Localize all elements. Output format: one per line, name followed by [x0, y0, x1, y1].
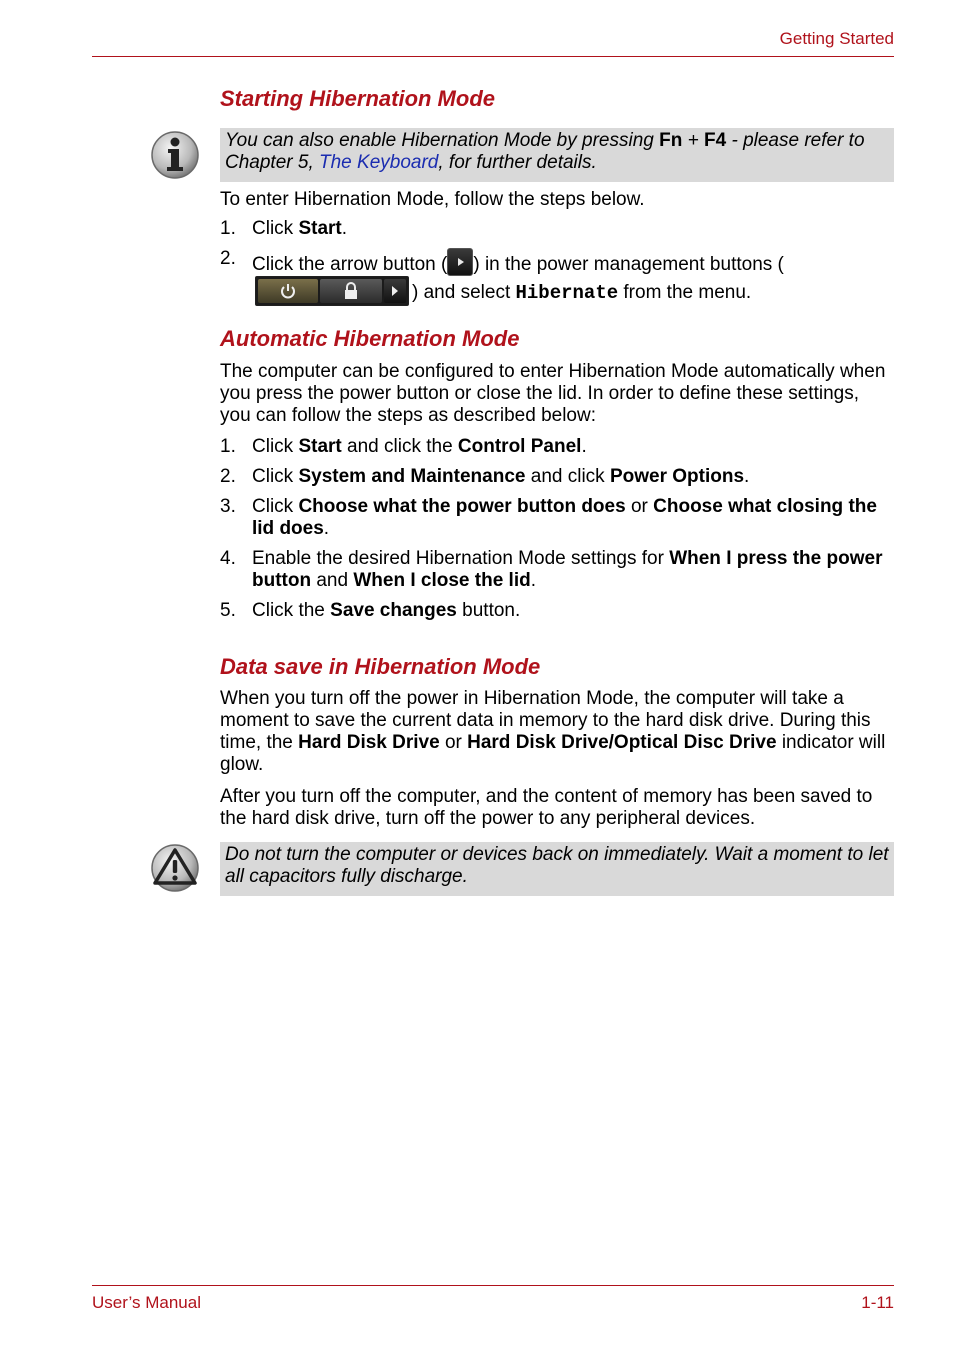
caution-box: [220, 842, 894, 896]
page-number: 1-11: [861, 1293, 894, 1312]
step-bold: Choose what closing the lid does: [252, 496, 877, 539]
step-bold: Choose what the power button does: [298, 496, 626, 517]
para-text: When you turn off the power in Hibernation Mode, the computer will take a moment to save the current data in memory to the hard disk drive. During this time, the: [220, 688, 871, 753]
section-title-starting: Starting Hibernation Mode: [220, 86, 495, 111]
step-bold: Save changes: [330, 600, 457, 621]
key-f4: F4: [704, 130, 727, 151]
arrow-button-icon: [447, 248, 473, 276]
step-bold: When I close the lid: [353, 570, 531, 591]
list-item: [220, 548, 894, 592]
step-text-mid2: ) and select: [412, 282, 516, 303]
hdd-odd-label: Hard Disk Drive/Optical Disc Drive: [467, 732, 777, 753]
step-text: Click: [252, 466, 299, 487]
datasave-paragraph-2: After you turn off the computer, and the content of memory has been saved to the hard disk drive, turn off the power to any peripheral devices.: [220, 786, 873, 829]
step-text: Enable the desired Hibernation Mode settings for: [252, 548, 670, 569]
step-number: 2.: [220, 248, 236, 269]
para-text: indicator will glow.: [220, 732, 886, 775]
automatic-intro: The computer can be configured to enter Hibernation Mode automatically when you press the power button or close the lid. In order to define these settings, you can follow the steps as described below:: [220, 361, 886, 426]
step-number: 2.: [220, 466, 236, 487]
note-plus: +: [682, 130, 704, 151]
manual-title: User’s Manual: [92, 1293, 201, 1312]
step-text-end: from the menu.: [618, 282, 752, 303]
step-number: 4.: [220, 548, 236, 569]
section-title-datasave: Data save in Hibernation Mode: [220, 654, 541, 679]
step-bold: System and Maintenance: [298, 466, 526, 487]
note-text-2: - please refer to Chapter 5,: [225, 130, 865, 173]
starting-intro: To enter Hibernation Mode, follow the steps below.: [220, 189, 645, 210]
list-item: [220, 436, 894, 458]
step-bold: Start: [298, 436, 342, 457]
list-item: [220, 218, 894, 240]
arrow-icon: [384, 279, 406, 303]
step-text: .: [323, 518, 330, 539]
step-text: .: [530, 570, 536, 591]
footer-rule: [92, 1285, 894, 1286]
step-bold: Power Options: [609, 466, 745, 487]
hibernate-command: Hibernate: [515, 282, 619, 304]
chapter-title: Getting Started: [779, 29, 894, 48]
step-number: 1.: [220, 218, 236, 239]
info-icon: [150, 130, 200, 180]
list-item: [220, 496, 894, 540]
header-rule: [92, 56, 894, 57]
lock-icon: [320, 279, 382, 303]
list-item: [220, 466, 894, 488]
starting-steps: [220, 218, 894, 306]
step-bold: When I press the power button: [252, 548, 883, 591]
running-header: [92, 28, 894, 50]
step-text: .: [581, 436, 587, 457]
step-text: .: [744, 466, 750, 487]
caution-text: Do not turn the computer or devices back on immediately. Wait a moment to let all capacitors fully discharge.: [225, 844, 889, 887]
step-text: or: [625, 496, 654, 517]
datasave-paragraph-1: [220, 688, 894, 776]
power-buttons-image: [255, 276, 409, 306]
step-number: 5.: [220, 600, 236, 621]
para-text: or: [439, 732, 468, 753]
key-fn: Fn: [659, 130, 683, 151]
step-text: Click: [252, 496, 299, 517]
step-text: Click the arrow button (: [252, 254, 448, 275]
automatic-steps: [220, 436, 894, 622]
step-text: and click: [525, 466, 610, 487]
note-box: [220, 128, 894, 182]
power-icon: [258, 279, 318, 303]
list-item: [220, 600, 894, 622]
step-number: 1.: [220, 436, 236, 457]
keyboard-chapter-link[interactable]: The Keyboard: [319, 152, 439, 173]
warning-icon: [150, 843, 200, 893]
step-text: and: [311, 570, 354, 591]
list-item: [220, 248, 894, 306]
section-title-automatic: Automatic Hibernation Mode: [220, 326, 520, 351]
step-bold: Control Panel: [457, 436, 582, 457]
step-text-mid: ) in the power management buttons (: [473, 254, 784, 275]
step-text: Click: [252, 218, 299, 239]
note-text-3: , for further details.: [438, 152, 597, 173]
hdd-label: Hard Disk Drive: [298, 732, 440, 753]
step-number: 3.: [220, 496, 236, 517]
start-label: Start: [298, 218, 342, 239]
step-text-end: .: [341, 218, 348, 239]
step-text: Click the: [252, 600, 331, 621]
step-text: Click: [252, 436, 299, 457]
step-text: button.: [456, 600, 521, 621]
note-text: You can also enable Hibernation Mode by pressing: [225, 130, 660, 151]
running-footer: [92, 1292, 894, 1314]
step-text: and click the: [341, 436, 458, 457]
